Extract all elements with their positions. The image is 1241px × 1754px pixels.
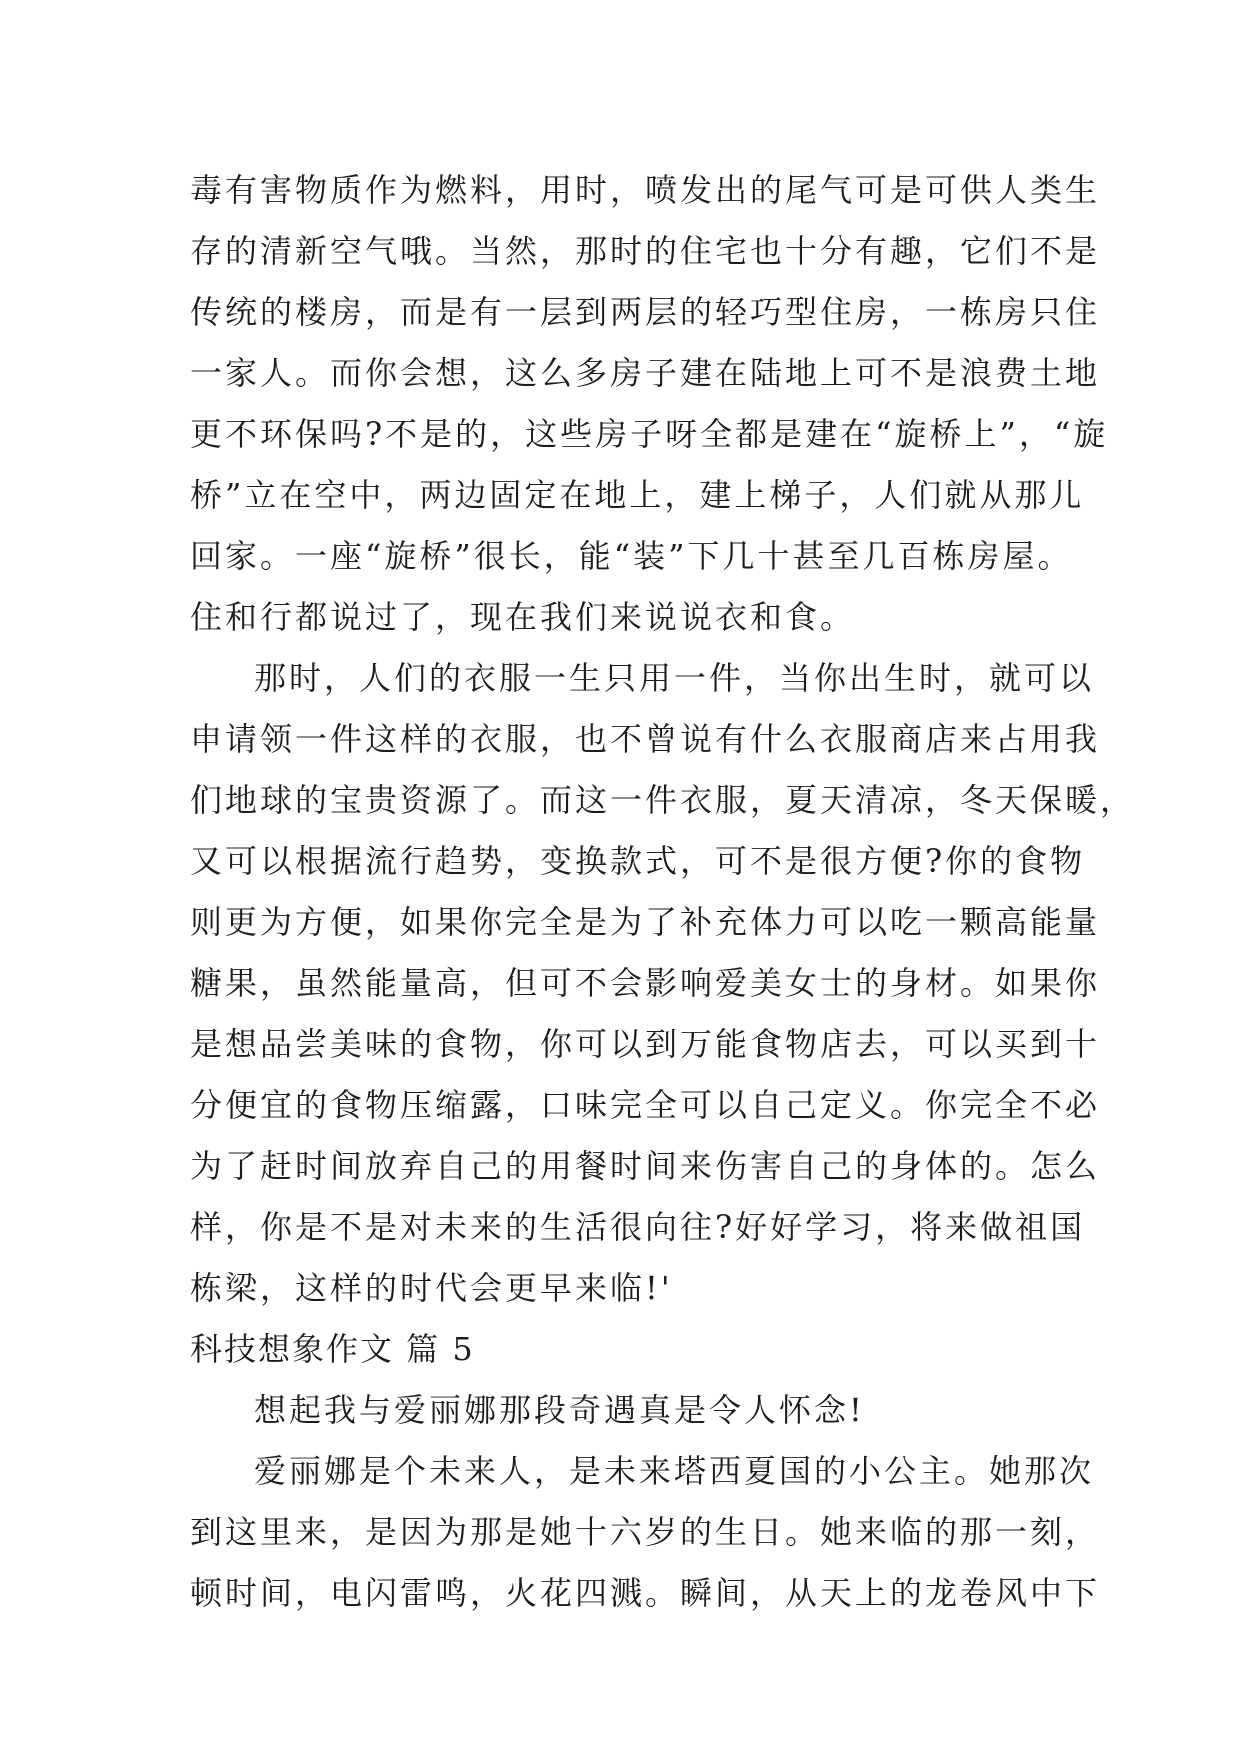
text-line: 们地球的宝贵资源了。而这一件衣服，夏天清凉，冬天保暖， <box>190 781 1136 819</box>
text-line: 糖果，虽然能量高，但可不会影响爱美女士的身材。如果你 <box>190 964 1101 1002</box>
text-line: 存的清新空气哦。当然，那时的住宅也十分有趣，它们不是 <box>190 232 1101 270</box>
text-line: 栋梁，这样的时代会更早来临!' <box>190 1269 673 1307</box>
text-line: 那时，人们的衣服一生只用一件，当你出生时，就可以 <box>254 659 1095 697</box>
text-line: 是想品尝美味的食物，你可以到万能食物店去，可以买到十 <box>190 1025 1101 1063</box>
text-line: 又可以根据流行趋势，变换款式，可不是很方便?你的食物 <box>190 842 1086 880</box>
text-line: 爱丽娜是个未来人，是未来塔西夏国的小公主。她那次 <box>254 1452 1095 1490</box>
section-heading: 科技想象作文 篇 5 <box>190 1330 475 1368</box>
text-line: 毒有害物质作为燃料，用时，喷发出的尾气可是可供人类生 <box>190 171 1101 209</box>
text-line: 桥”立在空中，两边固定在地上，建上梯子，人们就从那儿 <box>190 476 1085 514</box>
text-line: 分便宜的食物压缩露，口味完全可以自己定义。你完全不必 <box>190 1086 1101 1124</box>
document-body <box>190 160 1136 1624</box>
text-line: 回家。一座“旋桥”很长，能“装”下几十甚至几百栋房屋。 <box>190 537 1073 575</box>
text-line: 样，你是不是对未来的生活很向往?好好学习，将来做祖国 <box>190 1208 1086 1246</box>
text-line: 则更为方便，如果你完全是为了补充体力可以吃一颗高能量 <box>190 903 1101 941</box>
text-line: 为了赶时间放弃自己的用餐时间来伤害自己的身体的。怎么 <box>190 1147 1101 1185</box>
text-line: 传统的楼房，而是有一层到两层的轻巧型住房，一栋房只住 <box>190 293 1101 331</box>
text-line: 住和行都说过了，现在我们来说说衣和食。 <box>190 598 856 636</box>
text-line: 更不环保吗?不是的，这些房子呀全都是建在“旋桥上”，“旋 <box>190 415 1109 453</box>
text-line: 申请领一件这样的衣服，也不曾说有什么衣服商店来占用我 <box>190 720 1101 758</box>
text-line: 顿时间，电闪雷鸣，火花四溅。瞬间，从天上的龙卷风中下 <box>190 1574 1101 1612</box>
text-line: 一家人。而你会想，这么多房子建在陆地上可不是浪费土地 <box>190 354 1101 392</box>
text-line: 想起我与爱丽娜那段奇遇真是令人怀念! <box>254 1391 865 1429</box>
text-line: 到这里来，是因为那是她十六岁的生日。她来临的那一刻， <box>190 1513 1101 1551</box>
